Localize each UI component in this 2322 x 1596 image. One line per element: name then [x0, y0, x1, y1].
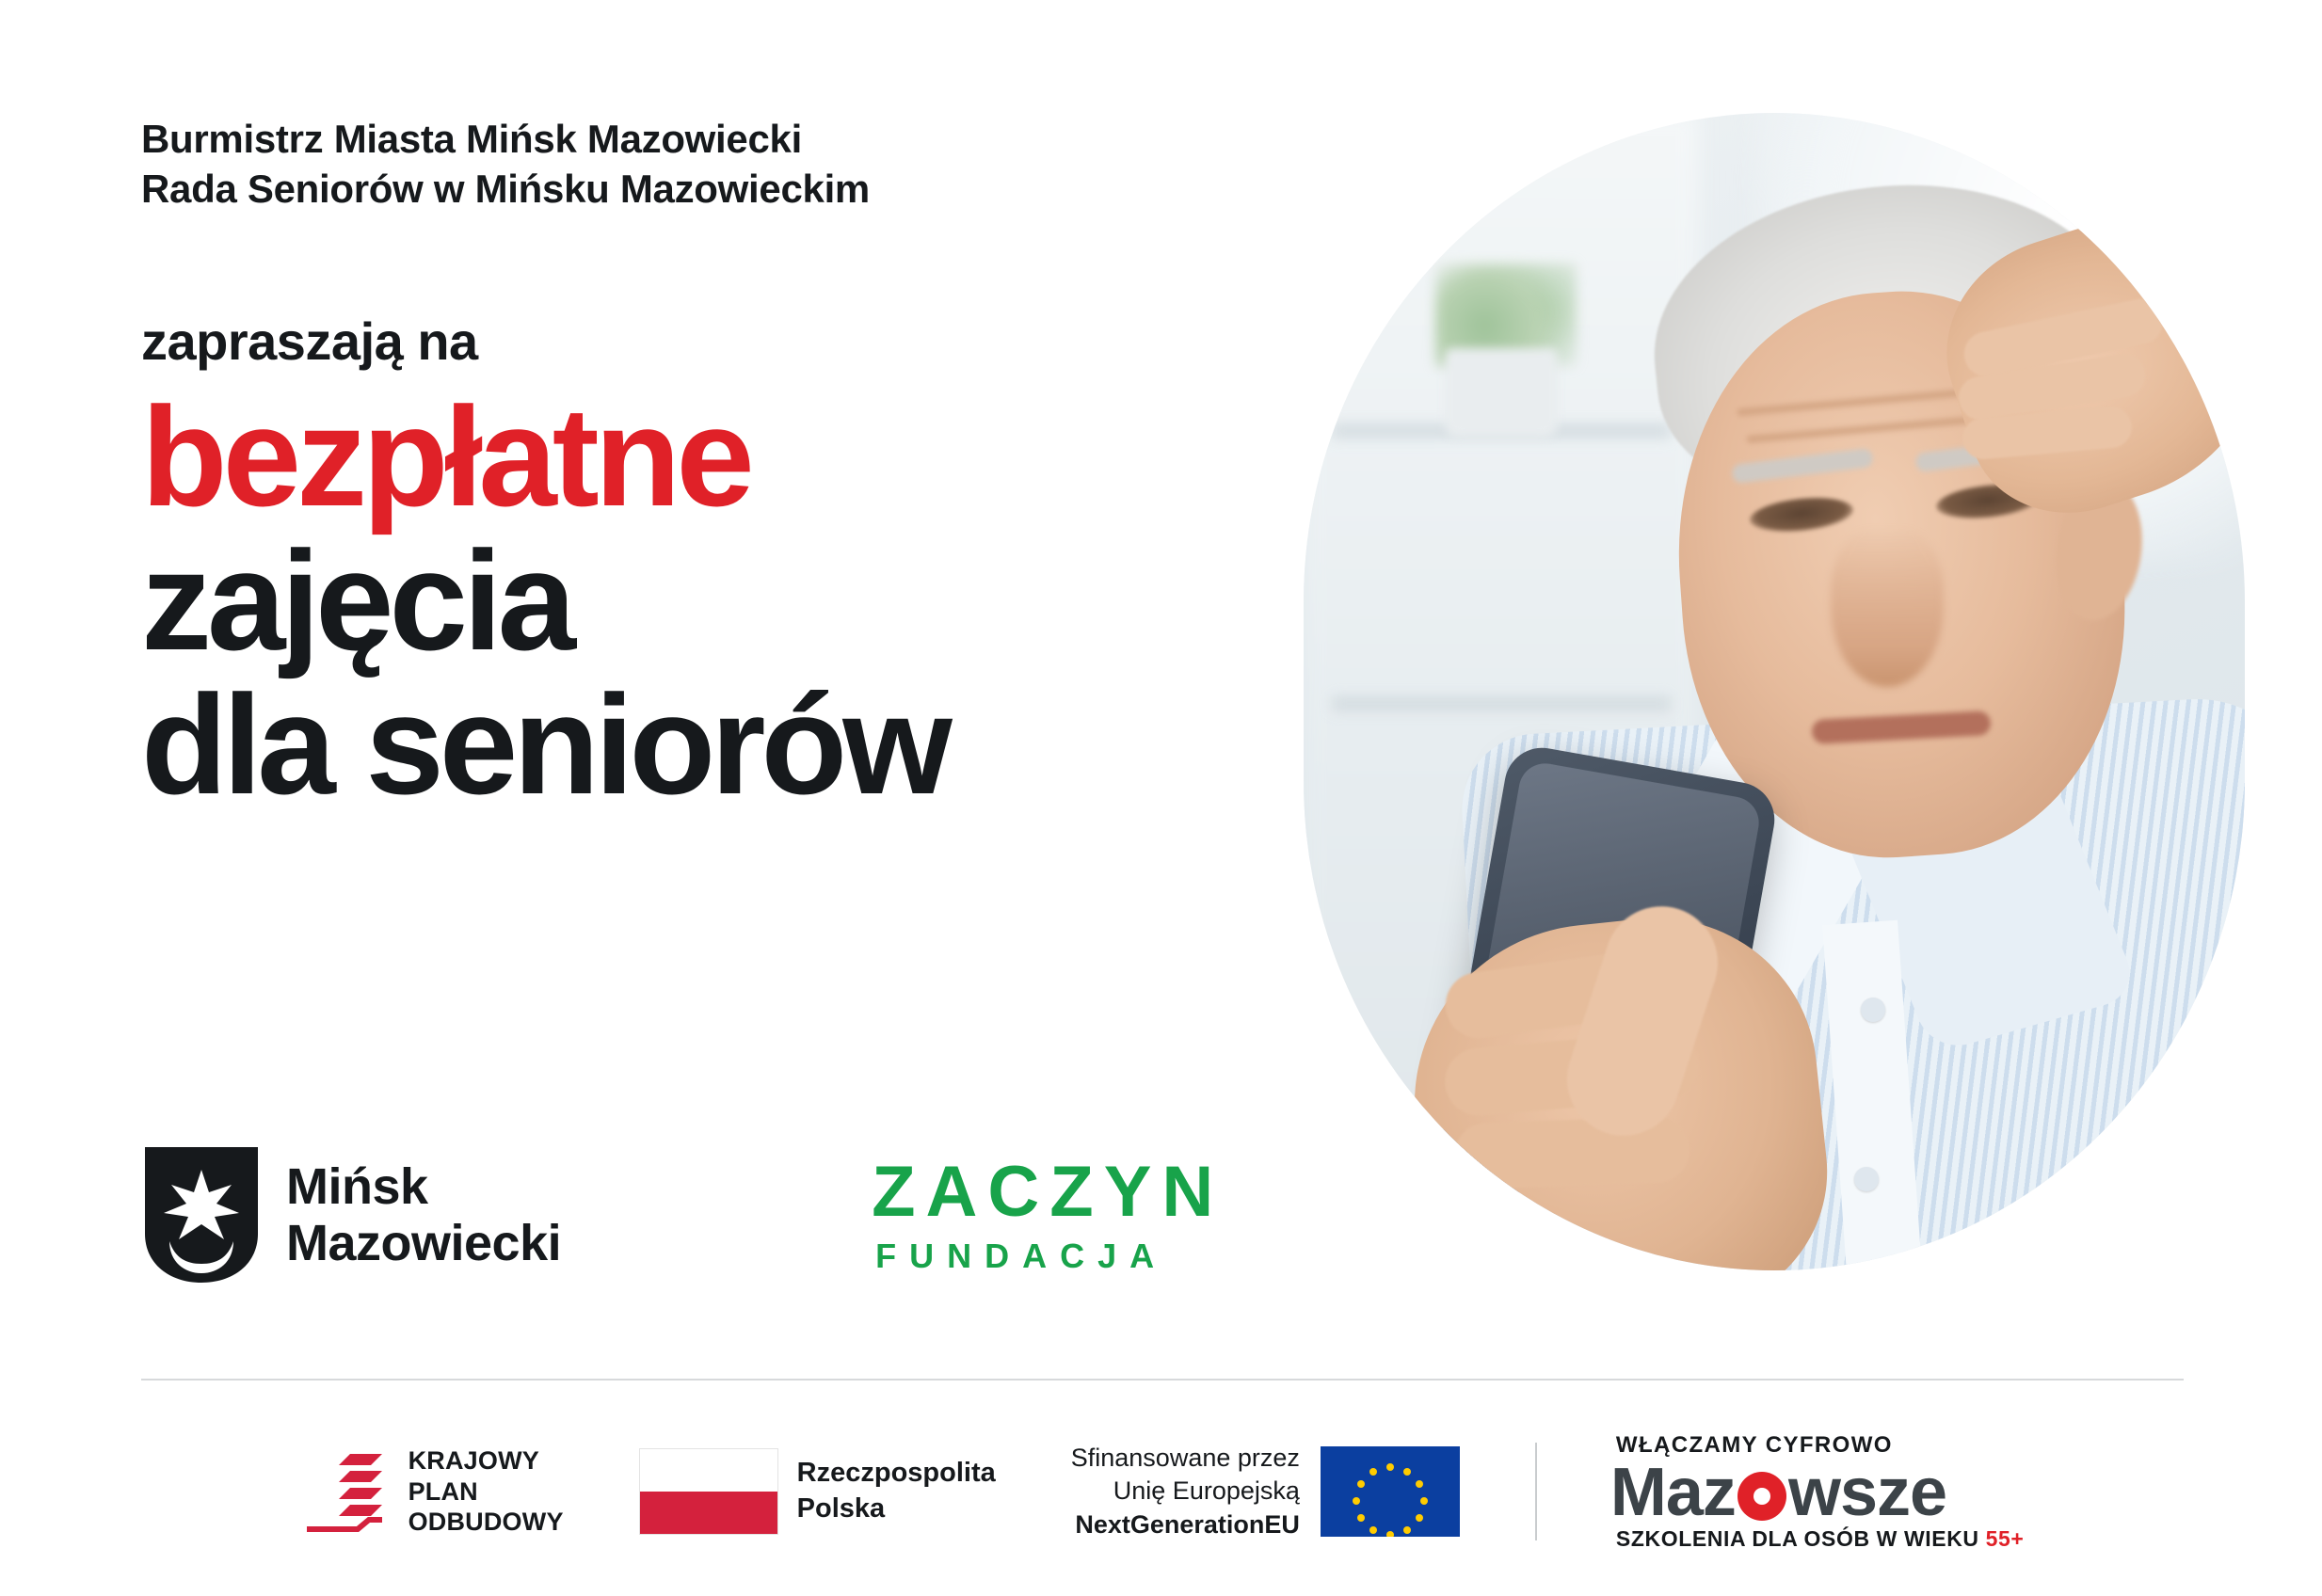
footer-logos	[141, 1430, 2184, 1553]
organiser-line-1: Burmistrz Miasta Mińsk Mazowiecki	[141, 117, 802, 161]
headline-word-for-seniors: dla seniorów	[141, 665, 948, 823]
mazowsze-logo	[1610, 1432, 2025, 1552]
invite-text: zapraszają na	[141, 311, 478, 371]
headline-block	[141, 311, 1402, 823]
eu-funding-text	[1071, 1442, 1300, 1540]
rzeczpospolita-line-2: Polska	[796, 1493, 886, 1524]
organisers-block	[141, 115, 1271, 215]
minsk-logo-line-2: Mazowiecki	[286, 1215, 562, 1271]
kpo-mark-icon	[301, 1450, 392, 1533]
mazowsze-tagline-text: SZKOLENIA DLA OSÓB W WIEKU	[1615, 1525, 1986, 1551]
mazowsze-logo-block	[1610, 1432, 2025, 1552]
headline-word-free: bezpłatne	[141, 377, 750, 535]
minsk-mazowiecki-logo	[141, 1143, 561, 1286]
european-union-funding-logo	[1071, 1442, 1460, 1540]
mazowsze-tagline-top: WŁĄCZAMY CYFROWO	[1615, 1431, 1893, 1458]
kpo-logo	[301, 1445, 564, 1539]
eu-line-2: Unię Europejską	[1113, 1476, 1300, 1506]
kpo-line-1: KRAJOWY	[408, 1445, 539, 1475]
poland-flag-icon	[639, 1448, 778, 1535]
poland-flag-white-band	[640, 1449, 777, 1492]
minsk-mazowiecki-crest-icon	[141, 1143, 262, 1286]
minsk-logo-line-1: Mińsk	[286, 1157, 428, 1215]
eu-line-1: Sfinansowane przez	[1070, 1444, 1300, 1473]
senior-photo	[1304, 113, 2245, 1270]
zaczyn-logo-subtitle: FUNDACJA	[875, 1237, 1168, 1275]
zaczyn-logo-word: ZACZYN	[872, 1152, 1225, 1232]
rzeczpospolita-line-1: Rzeczpospolita	[796, 1458, 996, 1489]
headline-word-classes: zajęcia	[141, 521, 572, 679]
mazowsze-tagline-bottom	[1616, 1526, 2025, 1552]
photo-inner	[1304, 113, 2245, 1270]
kpo-logo-text	[408, 1445, 564, 1539]
photo-phone-finger-3	[1453, 1116, 1690, 1190]
photo-nose	[1831, 527, 1944, 687]
photo-shirt-button-2	[1854, 1167, 1879, 1191]
eu-flag-icon	[1321, 1446, 1460, 1537]
footer-divider	[141, 1379, 2184, 1381]
mazowsze-wordmark-prefix: Maz	[1609, 1454, 1736, 1530]
mazowsze-wordmark-suffix: wsze	[1787, 1454, 1947, 1530]
zaczyn-foundation-logo	[872, 1152, 1225, 1275]
mazowsze-tagline-age: 55+	[1985, 1525, 2025, 1551]
photo-shirt-button-1	[1861, 998, 1885, 1022]
eu-line-3: NextGenerationEU	[1075, 1509, 1300, 1539]
mazowsze-wordmark	[1609, 1454, 2025, 1530]
rzeczpospolita-text	[797, 1456, 996, 1526]
footer-separator	[1535, 1443, 1537, 1540]
kpo-line-2: PLAN	[408, 1476, 478, 1506]
mazowsze-o-dot-icon	[1737, 1472, 1786, 1521]
minsk-logo-text	[286, 1158, 561, 1272]
photo-shelf-line-2	[1332, 696, 1671, 711]
logos-row	[141, 1143, 1224, 1286]
organiser-line-2: Rada Seniorów w Mińsku Mazowieckim	[141, 166, 870, 211]
photo-plant-pot	[1445, 348, 1558, 438]
kpo-line-3: ODBUDOWY	[408, 1508, 564, 1537]
poland-flag-red-band	[640, 1492, 777, 1534]
rzeczpospolita-polska-logo	[639, 1448, 996, 1535]
